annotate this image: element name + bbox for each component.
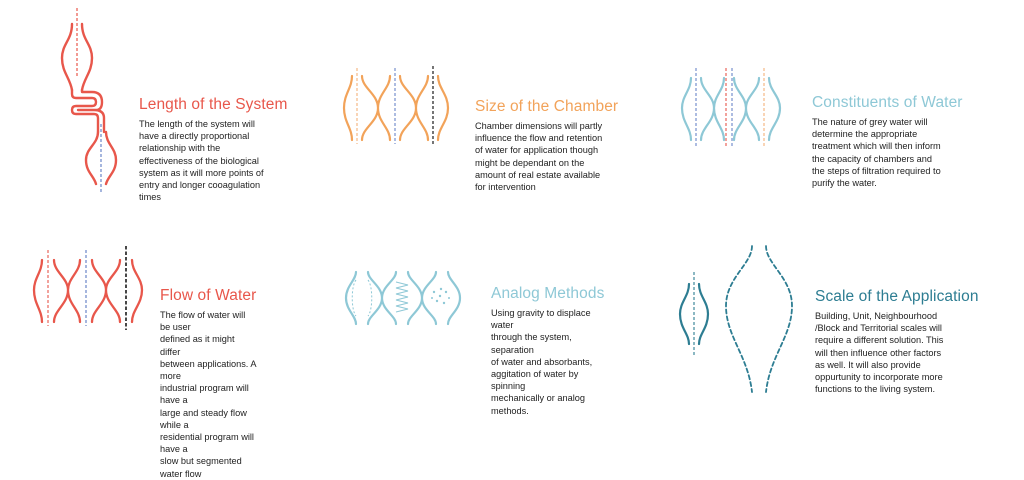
chamber-text-block [475,98,618,193]
panel-title: Analog Methods [491,285,605,302]
chamber-bulb [682,78,780,140]
scale-text-block [815,288,979,395]
panel-description: The flow of water will be user defined as it might differ between applications. A more industrial program will have a large and steady flow while a residential program will have a slow but segmented water flow [160,310,257,479]
chamber-bulb [344,76,448,140]
length-system-diagram [50,6,120,196]
analog-diagram [342,268,464,328]
constituents-diagram [676,66,786,148]
panel-title: Length of the System [139,96,288,113]
analog-text-block [491,285,604,417]
serpentine-coil [72,90,104,132]
panel-description: Building, Unit, Neighbourhood /Block and Territorial scales will require a different solution. This will then influence other factors as well. It will also provide oppurtunity to incorporate more functions to the living system. [815,311,944,395]
panel-description: Using gravity to displace water through the system, separation of water and absorbants, aggitation of water by spinning mechanically or analog methods. [491,308,593,416]
panel-description: Chamber dimensions will partly influence the flow and retention of water for application though might be dependant on the amount of real estate available for intervention [475,121,603,193]
absorbant-particles [431,288,450,304]
chamber-size-diagram [340,66,450,146]
panel-description: The nature of grey water will determine the appropriate treatment which will then inform the capacity of chambers and the steps of filtration required to purify the water. [812,117,941,189]
panel-title: Size of the Chamber [475,98,619,115]
panel-title: Scale of the Application [815,288,979,305]
agitation-spring [396,282,408,312]
panel-description: The length of the system will have a directly proportional relationship with the effectiveness of the biological system as it will more points of entry and longer cooagulation times [139,119,264,203]
flow-text-block [160,287,256,480]
length-text-block [139,96,287,203]
panel-title: Flow of Water [160,287,257,304]
constituents-text-block [812,94,963,189]
separation-membrane [352,280,372,316]
flow-diagram [30,246,146,330]
panel-title: Constituents of Water [812,94,963,111]
scale-diagram [676,244,796,396]
chamber-bulb-large [726,246,792,392]
